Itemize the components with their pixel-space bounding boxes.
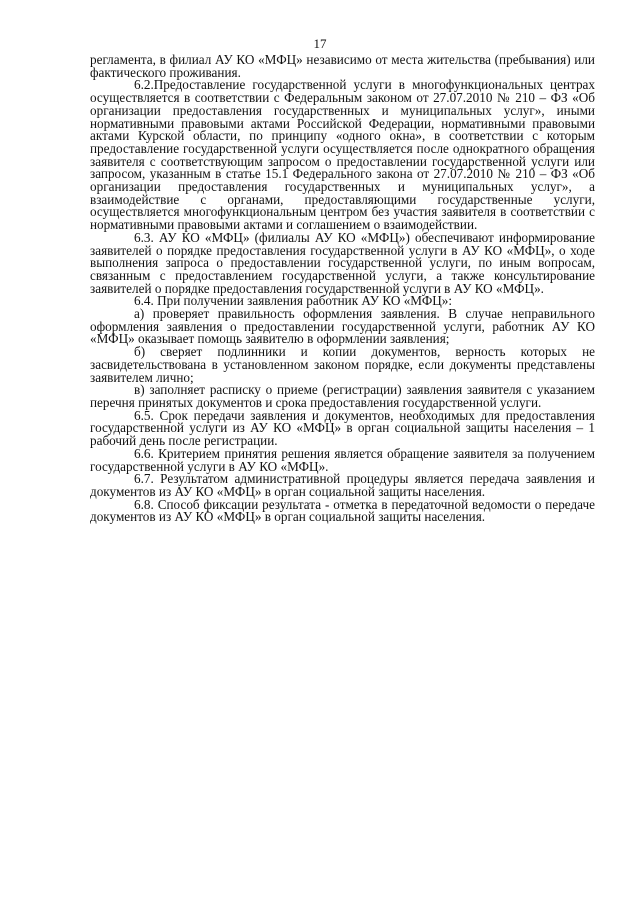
paragraph-6-4-v: в) заполняет расписку о приеме (регистрации) заявления заявителя с указанием перечня принятых документов и срока предоставления государственной услуги. <box>90 382 595 410</box>
paragraph-continuation: регламента, в филиал АУ КО «МФЦ» независимо от места жительства (пребывания) или фактического проживания. <box>90 52 595 80</box>
paragraph-6-5: 6.5. Срок передачи заявления и документов, необходимых для предоставления государственной услуги из АУ КО «МФЦ» в орган социальной защиты населения – 1 рабочий день после регистрации. <box>90 407 595 449</box>
page-number: 17 <box>313 36 327 51</box>
paragraph-6-8: 6.8. Способ фиксации результата - отметка в передаточной ведомости о передаче документов из АУ КО «МФЦ» в орган социальной защиты населения. <box>90 496 595 525</box>
paragraph-6-7: 6.7. Результатом административной процедуры является передача заявления и документов из АУ КО «МФЦ» в орган социальной защиты населения. <box>90 471 595 499</box>
paragraph-6-4: 6.4. При получении заявления работник АУ КО «МФЦ»: <box>134 293 453 309</box>
document-body <box>90 54 595 524</box>
paragraph-6-3: 6.3. АУ КО «МФЦ» (филиалы АУ КО «МФЦ») обеспечивают информирование заявителей о порядке предоставления государственной услуги в АУ КО «МФЦ», о ходе выполнения запроса о предоставлении государственной услуги, по иным вопросам, связанным с предоставлением государственной услуги, а также консультирование заявителей о порядке предоставления государственной услуги в АУ КО «МФЦ». <box>90 229 595 296</box>
paragraph-6-6: 6.6. Критерием принятия решения является обращение заявителя за получением государственной услуги в АУ КО «МФЦ». <box>90 445 595 474</box>
paragraph-6-4-b: б) сверяет подлинники и копии документов, верность которых не засвидетельствована в установленном законом порядке, если документы представлены заявителем лично; <box>90 344 595 385</box>
paragraph-6-4-a: а) проверяет правильность оформления заявления. В случае неправильного оформления заявления о предоставлении государственной услуги, работник АУ КО «МФЦ» оказывает помощь заявителю в оформлении заявления; <box>90 306 595 347</box>
paragraph-6-2: 6.2.Предоставление государственной услуги в многофункциональных центрах осуществляется в соответствии с Федеральным законом от 27.07.2010 № 210 – ФЗ «Об организации предоставления государственных и муниципальных услуг», иными нормативными правовыми актами Российской Федерации, нормативными правовыми актами Курской области, по принципу «одного окна», в соответствии с которым предоставление государственной услуги осуществляется после однократного обращения заявителя с соответствующим запросом о предоставлении государственной услуги или запросом, указанным в статье 15.1 Федерального закона от 27.07.2010 № 210 – ФЗ «Об организации предоставления государственных и муниципальных услуг», а взаимодействие с органами, предоставляющими государственные услуги, осуществляется многофункциональным центром без участия заявителя в соответствии с нормативными правовыми актами и соглашением о взаимодействии. <box>90 77 595 233</box>
